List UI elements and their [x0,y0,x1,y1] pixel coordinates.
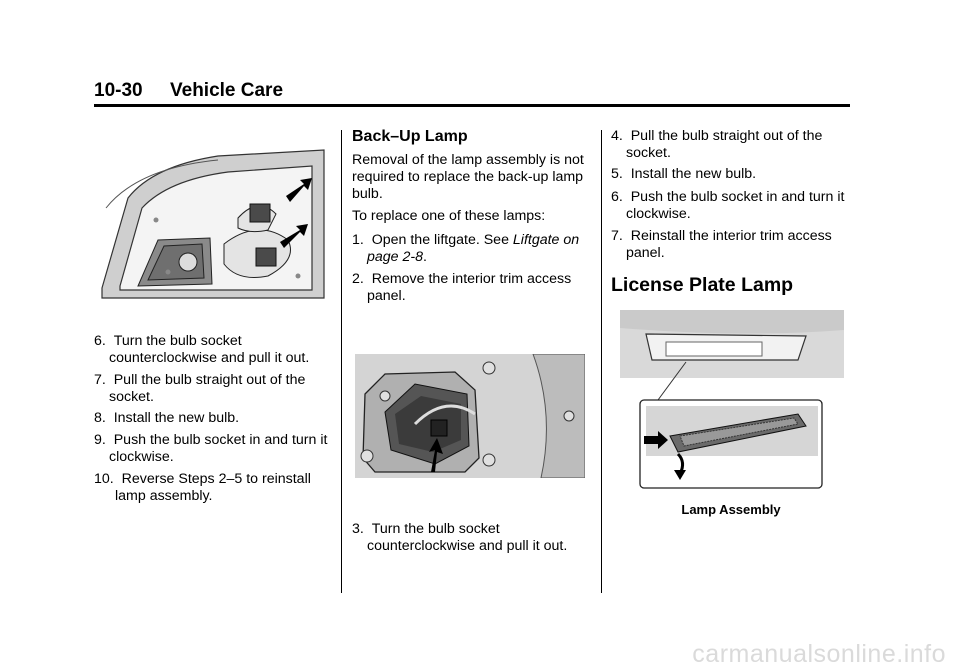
figure-caption: Lamp Assembly [681,502,781,517]
backup-lamp-heading: Back–Up Lamp [352,128,468,145]
page-header [94,80,850,106]
step-10-col1: 10. Reverse Steps 2–5 to reinstall lamp assembly. [94,471,311,504]
watermark: carmanualsonline.info [692,640,946,668]
step-6-col3: 6. Push the bulb socket in and turn it clockwise. [611,189,845,222]
backup-lamp-intro-2: To replace one of these lamps: [352,208,546,224]
column-divider-1 [341,130,342,593]
step-7-col3: 7. Reinstall the interior trim access panel. [611,228,832,261]
step-8-col1: 8. Install the new bulb. [94,410,240,426]
step-3-col2: 3. Turn the bulb socket counterclockwise and pull it out. [352,521,568,554]
backup-lamp-illustration [355,354,585,478]
backup-lamp-intro: Removal of the lamp assembly is not required to replace the back-up lamp bulb. [352,152,584,202]
step-6-col1: 6. Turn the bulb socket counterclockwise and pull it out. [94,333,310,366]
header-divider [94,104,850,107]
column-divider-2 [601,130,602,593]
step-1-suffix: . [423,249,427,265]
step-1-text: 1. Open the liftgate. See [352,232,513,248]
liftgate-link[interactable]: Liftgate on page 2‑8 [367,232,580,265]
section-title: Vehicle Care [170,80,284,101]
step-9-col1: 9. Push the bulb socket in and turn it clockwise. [94,432,328,465]
tail-lamp-illustration [98,148,328,302]
step-7-col1: 7. Pull the bulb straight out of the socket. [94,372,306,405]
step-4-col3: 4. Pull the bulb straight out of the socket. [611,128,823,161]
license-plate-lamp-illustration [620,310,844,492]
license-plate-lamp-heading: License Plate Lamp [611,274,794,296]
step-1-col2 [352,232,592,266]
page-number: 10-30 [94,80,143,101]
step-5-col3: 5. Install the new bulb. [611,166,757,182]
step-2-col2: 2. Remove the interior trim access panel. [352,271,572,304]
